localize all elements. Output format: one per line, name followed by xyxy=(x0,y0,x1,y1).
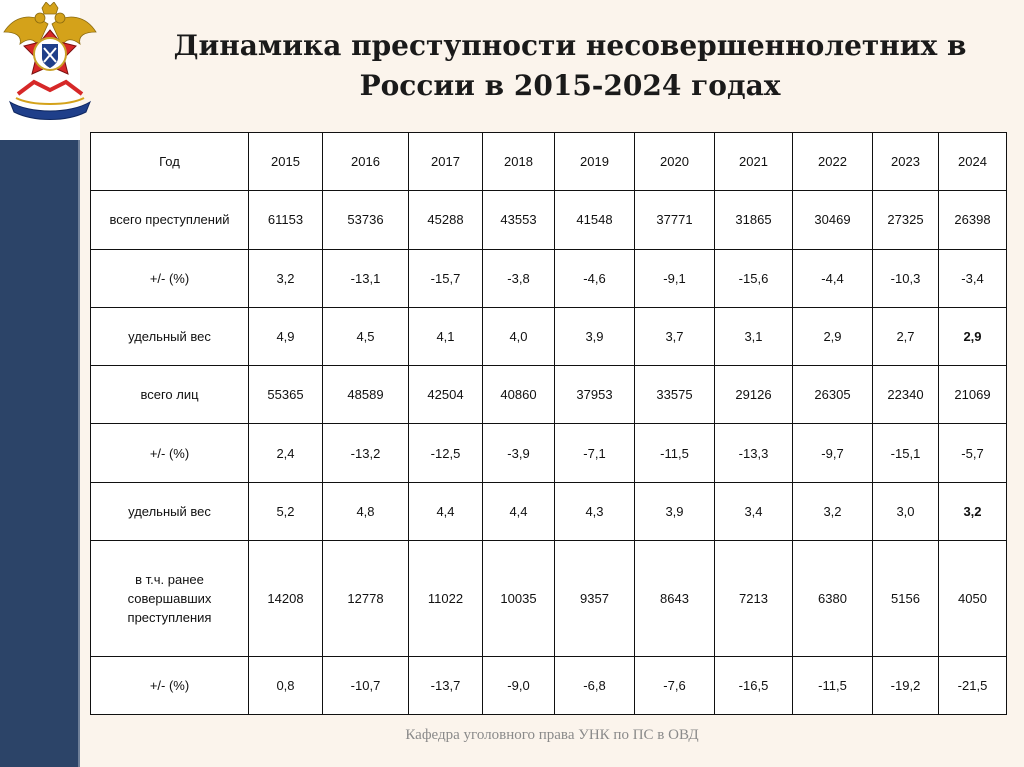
table-cell: -10,7 xyxy=(323,656,409,714)
table-cell: -16,5 xyxy=(715,656,793,714)
table-cell: 4,1 xyxy=(409,307,483,365)
table-cell: -13,1 xyxy=(323,249,409,307)
row-label xyxy=(91,541,249,657)
table-cell: 2,4 xyxy=(249,424,323,482)
table-cell: -11,5 xyxy=(793,656,873,714)
table-cell: 42504 xyxy=(409,366,483,424)
table-cell-highlighted: 3,2 xyxy=(939,482,1007,540)
header-cell: 2020 xyxy=(635,133,715,191)
table-cell: -19,2 xyxy=(873,656,939,714)
table-cell: 61153 xyxy=(249,191,323,249)
table-cell: 3,2 xyxy=(793,482,873,540)
header-cell: 2016 xyxy=(323,133,409,191)
table-row-crimes-share xyxy=(91,307,1007,365)
table-cell: -11,5 xyxy=(635,424,715,482)
table-cell: 2,7 xyxy=(873,307,939,365)
header-cell: 2023 xyxy=(873,133,939,191)
table-cell: -9,1 xyxy=(635,249,715,307)
table-cell: -4,6 xyxy=(555,249,635,307)
table-cell: 45288 xyxy=(409,191,483,249)
table-cell: 48589 xyxy=(323,366,409,424)
table-cell: -12,5 xyxy=(409,424,483,482)
table-cell: 4,8 xyxy=(323,482,409,540)
table-cell: 5,2 xyxy=(249,482,323,540)
table-cell: 5156 xyxy=(873,541,939,657)
table-row-repeat-change xyxy=(91,656,1007,714)
table-cell: 12778 xyxy=(323,541,409,657)
header-cell: 2021 xyxy=(715,133,793,191)
table-cell: -13,7 xyxy=(409,656,483,714)
table-row-persons-change xyxy=(91,424,1007,482)
table-cell: 0,8 xyxy=(249,656,323,714)
table-cell: 8643 xyxy=(635,541,715,657)
table-cell: 31865 xyxy=(715,191,793,249)
table-cell: 11022 xyxy=(409,541,483,657)
table-cell: 41548 xyxy=(555,191,635,249)
table-cell: -5,7 xyxy=(939,424,1007,482)
table-cell-highlighted: 2,9 xyxy=(939,307,1007,365)
header-cell: 2024 xyxy=(939,133,1007,191)
table-cell: 6380 xyxy=(793,541,873,657)
table-cell: 4050 xyxy=(939,541,1007,657)
header-cell: 2017 xyxy=(409,133,483,191)
table-cell: 37953 xyxy=(555,366,635,424)
page-title-line-2: России в 2015-2024 годах xyxy=(359,69,781,102)
table-cell: 27325 xyxy=(873,191,939,249)
row-label-line: преступления xyxy=(127,609,212,625)
table-cell: 4,4 xyxy=(409,482,483,540)
double-headed-eagle-emblem-icon xyxy=(2,2,98,130)
row-label: всего лиц xyxy=(91,366,249,424)
table-cell: 21069 xyxy=(939,366,1007,424)
table-row-total-crimes xyxy=(91,191,1007,249)
table-cell: 33575 xyxy=(635,366,715,424)
table-row-total-persons xyxy=(91,366,1007,424)
table-cell: 53736 xyxy=(323,191,409,249)
row-label-line: в т.ч. ранее xyxy=(135,571,204,587)
page-title xyxy=(130,26,1010,106)
page-title-line-1: Динамика преступности несовершеннолетних в xyxy=(173,29,967,62)
crime-statistics-table xyxy=(90,132,1007,715)
table-row-persons-share xyxy=(91,482,1007,540)
table-cell: 2,9 xyxy=(793,307,873,365)
table-row-crimes-change xyxy=(91,249,1007,307)
left-side-band xyxy=(0,140,80,767)
row-label-line: совершавших xyxy=(127,590,212,606)
table-header-row xyxy=(91,133,1007,191)
row-label: +/- (%) xyxy=(91,656,249,714)
left-side-band-edge xyxy=(78,140,80,767)
table-cell: 4,5 xyxy=(323,307,409,365)
table-cell: 26398 xyxy=(939,191,1007,249)
header-cell: 2018 xyxy=(483,133,555,191)
table-cell: 55365 xyxy=(249,366,323,424)
table-cell: 4,4 xyxy=(483,482,555,540)
table-cell: 30469 xyxy=(793,191,873,249)
table-cell: -15,1 xyxy=(873,424,939,482)
table-cell: -3,4 xyxy=(939,249,1007,307)
header-cell: 2015 xyxy=(249,133,323,191)
table-cell: 4,0 xyxy=(483,307,555,365)
table-row-repeat-offenders xyxy=(91,541,1007,657)
table-cell: -7,6 xyxy=(635,656,715,714)
table-cell: 4,9 xyxy=(249,307,323,365)
table-cell: -15,6 xyxy=(715,249,793,307)
table-cell: 3,4 xyxy=(715,482,793,540)
table-cell: -7,1 xyxy=(555,424,635,482)
table-cell: -21,5 xyxy=(939,656,1007,714)
table-cell: 14208 xyxy=(249,541,323,657)
table-cell: -10,3 xyxy=(873,249,939,307)
row-label: удельный вес xyxy=(91,307,249,365)
row-label: +/- (%) xyxy=(91,249,249,307)
table-cell: 29126 xyxy=(715,366,793,424)
table-cell: 22340 xyxy=(873,366,939,424)
header-cell: 2019 xyxy=(555,133,635,191)
table-cell: 9357 xyxy=(555,541,635,657)
row-label: удельный вес xyxy=(91,482,249,540)
table-cell: -6,8 xyxy=(555,656,635,714)
table-cell: 3,9 xyxy=(635,482,715,540)
table-cell: -9,0 xyxy=(483,656,555,714)
footer-department: Кафедра уголовного права УНК по ПС в ОВД xyxy=(405,727,699,743)
table-cell: 43553 xyxy=(483,191,555,249)
table-cell: 3,9 xyxy=(555,307,635,365)
table-cell: -13,3 xyxy=(715,424,793,482)
table-cell: 26305 xyxy=(793,366,873,424)
table-cell: -9,7 xyxy=(793,424,873,482)
table-cell: 3,1 xyxy=(715,307,793,365)
header-cell: 2022 xyxy=(793,133,873,191)
row-label: +/- (%) xyxy=(91,424,249,482)
table-cell: 3,2 xyxy=(249,249,323,307)
table-cell: 3,7 xyxy=(635,307,715,365)
table-cell: 40860 xyxy=(483,366,555,424)
table-cell: -3,9 xyxy=(483,424,555,482)
table-cell: 3,0 xyxy=(873,482,939,540)
table-cell: -4,4 xyxy=(793,249,873,307)
table-cell: 10035 xyxy=(483,541,555,657)
table-cell: 37771 xyxy=(635,191,715,249)
table-cell: -3,8 xyxy=(483,249,555,307)
table-cell: 7213 xyxy=(715,541,793,657)
row-label: всего преступлений xyxy=(91,191,249,249)
header-cell-year: Год xyxy=(91,133,249,191)
table-cell: 4,3 xyxy=(555,482,635,540)
table-cell: -15,7 xyxy=(409,249,483,307)
table-cell: -13,2 xyxy=(323,424,409,482)
